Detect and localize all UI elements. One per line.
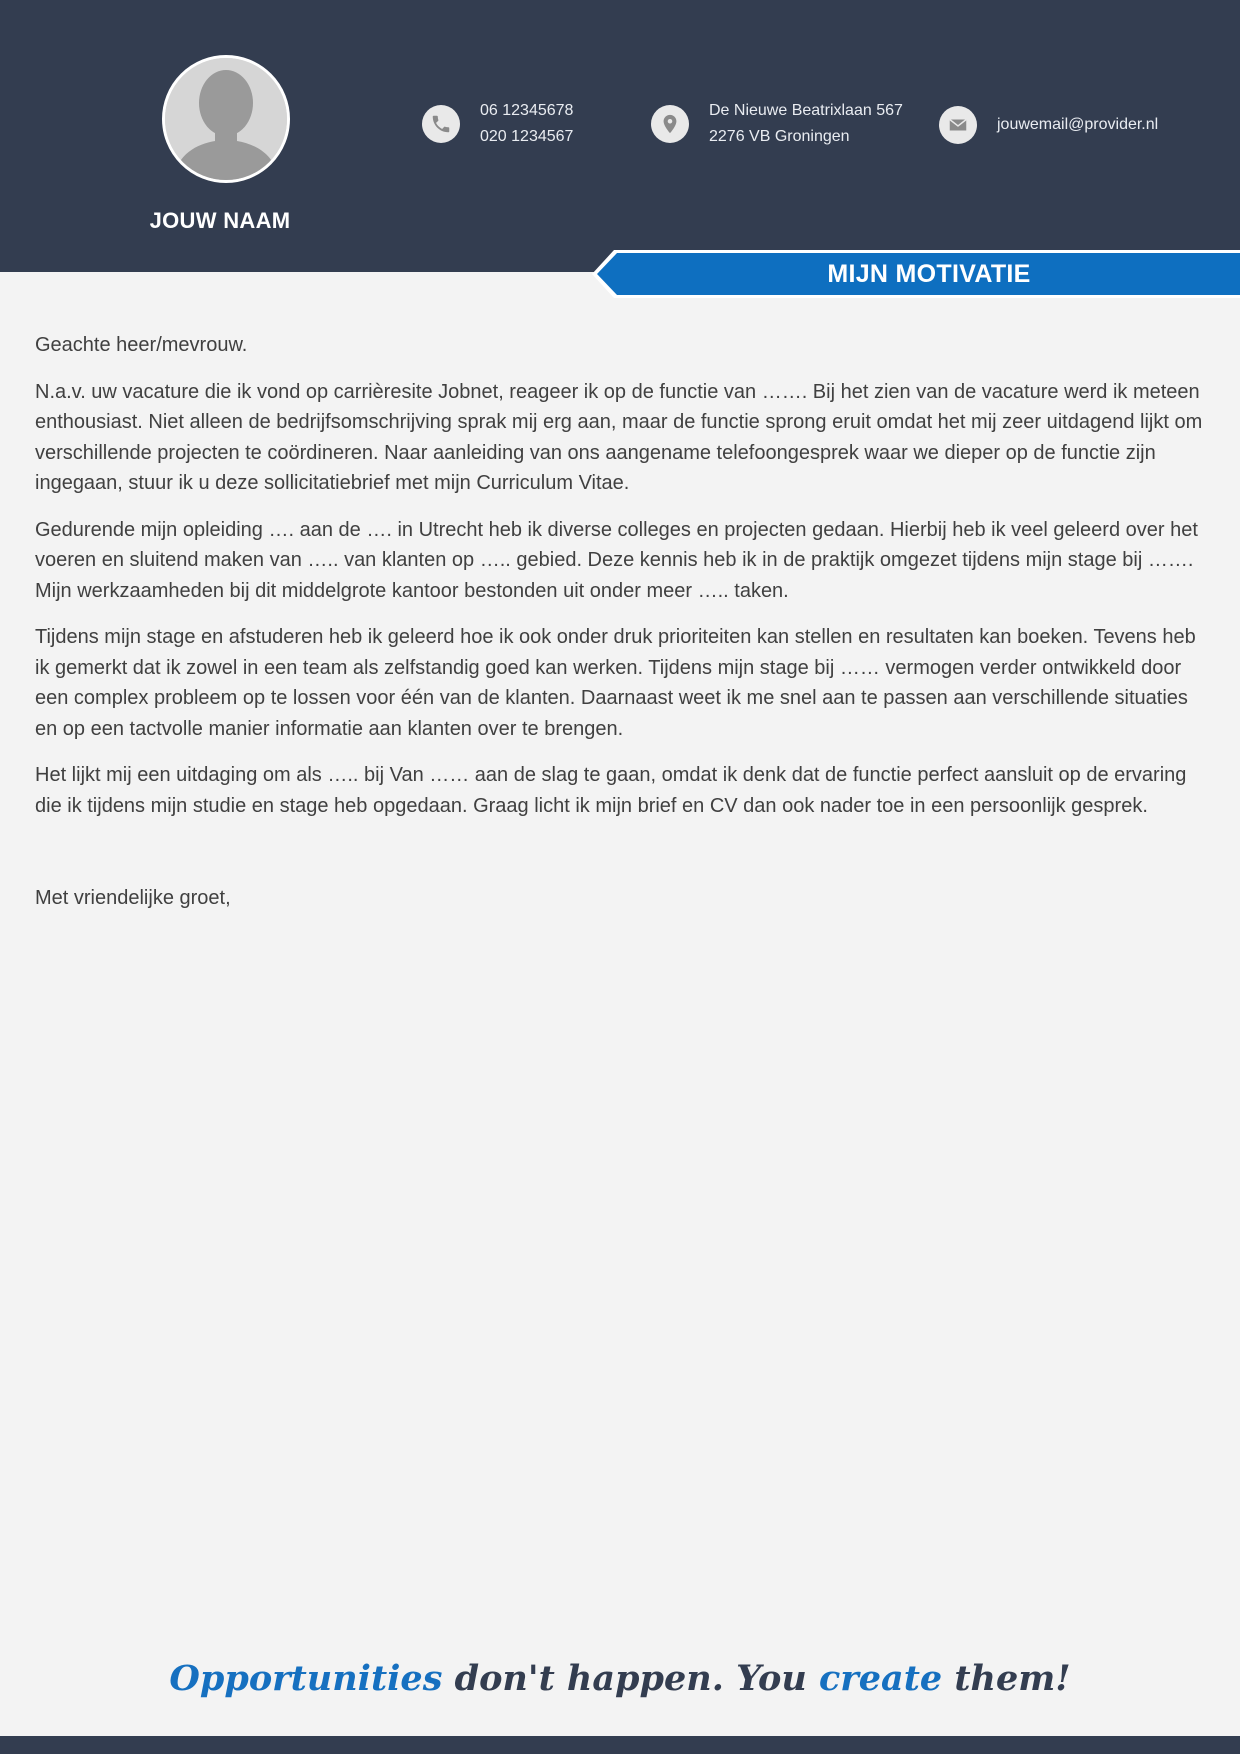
letter-closing: Met vriendelijke groet, xyxy=(35,887,231,909)
footer-bar xyxy=(0,1736,1240,1754)
letter-body xyxy=(35,330,1210,930)
letter-paragraph: Het lijkt mij een uitdaging om als ….. bij Van …… aan de slag te gaan, omdat ik denk dat de functie perfect aansluit op de ervaring die ik tijdens mijn studie en stage heb opgedaan. Graag licht ik mijn brief en CV dan ook nader toe in een persoonlijk gesprek. xyxy=(35,764,1187,817)
applicant-name: JOUW NAAM xyxy=(149,208,291,233)
address-street: De Nieuwe Beatrixlaan 567 xyxy=(709,102,903,119)
letter-paragraph: Gedurende mijn opleiding …. aan de …. in Utrecht heb ik diverse colleges en projecten gedaan. Hierbij heb ik veel geleerd over het voeren en sluitend maken van ….. van klanten op ….. gebied. Deze kennis heb ik in de praktijk omgezet tijdens mijn stage bij ……. Mijn werkzaamheden bij dit middelgrote kantoor bestonden uit onder meer ….. taken. xyxy=(35,518,1198,602)
email-address[interactable]: jouwemail@provider.nl xyxy=(997,116,1159,133)
letter-paragraph: N.a.v. uw vacature die ik vond op carrièresite Jobnet, reageer ik op de functie van ……. Bij het zien van de vacature werd ik meteen enthousiast. Niet alleen de bedrijfsomschrijving sprak mij erg aan, maar de functie sprong eruit omdat het mij zeer uitdagend lijkt om verschillende projecten te coördineren. Naar aanleiding van ons aangename telefoongesprek waar we dieper op de functie zijn ingegaan, stuur ik u deze sollicitatiebrief met mijn Curriculum Vitae. xyxy=(35,380,1203,494)
section-title: MIJN MOTIVATIE xyxy=(827,260,1031,288)
letter-greeting: Geachte heer/mevrouw. xyxy=(35,334,248,356)
section-banner xyxy=(590,248,1240,300)
phone-mobile: 06 12345678 xyxy=(480,102,574,119)
letter-paragraph: Tijdens mijn stage en afstuderen heb ik geleerd hoe ik ook onder druk prioriteiten kan stellen en resultaten kan boeken. Tevens heb ik gemerkt dat ik zowel in een team als zelfstandig goed kan werken. Tijdens mijn stage bij …… vermogen verder ontwikkeld door een complex probleem op te lossen voor één van de klanten. Daarnaast weet ik me snel aan te passen aan verschillende situaties en op een tactvolle manier informatie aan klanten over te brengen. xyxy=(35,626,1196,740)
contact-email xyxy=(939,106,1158,144)
quote-word-opportunities: Opportunities xyxy=(169,1658,443,1699)
contact-phone xyxy=(422,98,573,150)
quote-word-create: create xyxy=(819,1658,943,1699)
envelope-icon xyxy=(939,106,977,144)
phone-landline: 020 1234567 xyxy=(480,128,574,145)
phone-icon xyxy=(422,105,460,143)
profile-photo xyxy=(162,55,290,183)
contact-address xyxy=(651,98,903,150)
header-band xyxy=(0,0,1240,272)
person-silhouette-icon xyxy=(165,58,287,180)
quote-part: them! xyxy=(942,1658,1071,1699)
footer-quote xyxy=(0,1658,1240,1699)
address-city: 2276 VB Groningen xyxy=(709,128,850,145)
location-pin-icon xyxy=(651,105,689,143)
quote-part: don't happen. You xyxy=(442,1658,819,1699)
